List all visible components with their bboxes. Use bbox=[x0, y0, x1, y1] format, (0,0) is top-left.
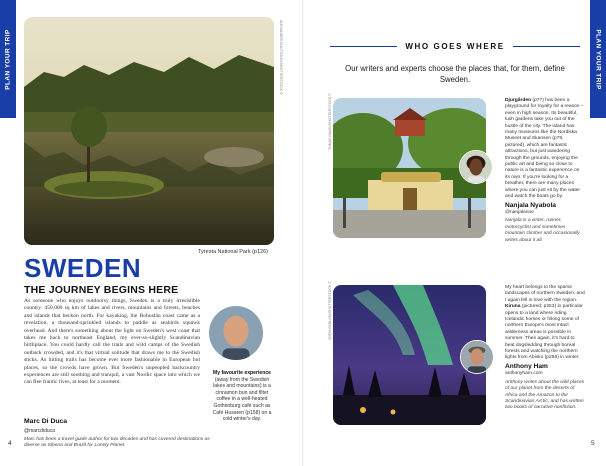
header-rule-left bbox=[330, 46, 397, 47]
entry2-body-start: My heart belongs to the sparse landscapes of northern Sweden, and I again fell in love with the region. bbox=[505, 285, 585, 303]
section-heading: WHO GOES WHERE bbox=[405, 42, 505, 51]
entry1-author-bio: Nanjala is a writer, runner, motorcyclist and sometimes mountain climber and occasionally writes about it all. bbox=[505, 218, 580, 243]
favourite-experience bbox=[211, 370, 273, 423]
anthony-portrait bbox=[461, 341, 493, 373]
entry-djurgarden bbox=[505, 98, 585, 244]
entry2-body-end: (pictured; p253) in particular opens to a land where riding Icelandic horses or hiking some of northern Europe's most intact wilderness areas is possible in summer. Then again, it's hard to beat dogsledding through boreal forests and watching the northern lights from Abisko (p256) in winter. bbox=[505, 304, 583, 361]
entry-kiruna bbox=[505, 285, 585, 412]
entry1-body: (p77) has been a playground for royalty for a reason – even in high season. Its beautiful, lush gardens take you out of the bustle of the city. The island has many museums like the Nordiska Museet and Skansen (p79, pictured), which are fantastic attractions, but just wandering through the grounds, enjoying the public art and being so close to nature is a fantastic experience on its own. If you're looking for a breather, there are many places where you can just sit by the water and watch the boats go by. bbox=[505, 98, 584, 200]
page-number-left: 4 bbox=[8, 440, 12, 447]
section-subheading: Our writers and experts choose the places that, for them, define Sweden. bbox=[345, 64, 565, 84]
lake-photo-caption: Tyresta National Park (p126) bbox=[198, 249, 269, 255]
side-tab-left bbox=[0, 0, 16, 118]
favourite-label: My favourite experience bbox=[212, 370, 272, 376]
entry1-author-name: Nanjala Nyabola bbox=[505, 201, 556, 209]
nanjala-avatar bbox=[459, 150, 493, 184]
entry1-text bbox=[505, 98, 585, 201]
entry2-author-bio: Anthony writes about the wild places of our planet from the deserts of Africa and the Amazon to the Scandinavian Arctic, and has written two books of narrative nonfiction. bbox=[505, 379, 585, 411]
aurora-photo-credit: SOFIA EKBLOM/SHUTTERSTOCK © bbox=[328, 281, 332, 340]
side-tab-left-label: PLAN YOUR TRIP bbox=[4, 28, 12, 90]
header-rule-right bbox=[513, 46, 580, 47]
anthony-avatar bbox=[460, 340, 494, 374]
who-goes-where-header bbox=[330, 42, 580, 51]
side-tab-right-label: PLAN YOUR TRIP bbox=[594, 28, 602, 90]
favourite-text: (away from the Swedish lakes and mountains) is a cinnamon bun and filter coffee in a well-heated Gothenburg café such as Café Husaren (p158) on a cold winter's day. bbox=[212, 376, 272, 423]
author-bio: Marc has been a travel guide author for two decades and has covered destinations as diverse as Siberia and Brazil for Lonely Planet. bbox=[24, 437, 210, 449]
lake-illustration bbox=[24, 17, 274, 245]
entry1-author-handle: @nanjalanne bbox=[505, 209, 534, 215]
skansen-photo-credit: TOMAS DAVID/SHUTTERSTOCK © bbox=[328, 93, 332, 150]
entry2-author-name: Anthony Ham bbox=[505, 362, 548, 370]
entry1-place: Djurgården bbox=[505, 98, 532, 103]
author-name: Marc Di Duca bbox=[24, 418, 68, 425]
author-portrait bbox=[209, 306, 263, 360]
intro-paragraph: As someone who enjoys outdoorsy things, Sweden is a truly irresistible country. 450,000 sq km of lakes and rivers, mountains and forests, beaches and islands that beckon north. For kayaking, the Bohuslän coast came as a revelation, a thousand-sprinkled islands to paddle as seabirds squawk overhead. And there's something about the light on Sweden's west coast that takes me back to northeast England, my ever-so-slightly Scandinavian birthplace. You could hardly call the trails and wild camps of the Swedish outback crowded, and it's that virtual solitude that draws me to the Swedish sticks. As hitting trails has become ever more fashionable in European hot places, so the crowds have grown. But Sweden's unpeopled backcountry experiences are still soothing and tranquil, a vast Nordic space into which we can flee frantic lives, at least for a moment. bbox=[24, 298, 200, 386]
tyresta-lake-photo bbox=[24, 17, 274, 245]
entry2-text bbox=[505, 285, 585, 362]
entry2-author-handle: anthonyham.com bbox=[505, 371, 543, 377]
entry2-place: Kiruna bbox=[505, 304, 521, 310]
page-title: SWEDEN bbox=[24, 253, 142, 283]
side-tab-right bbox=[590, 0, 606, 118]
lake-photo-credit: ALEXANDER KNUTSSON/SHUTTERSTOCK © bbox=[279, 20, 283, 95]
nanjala-portrait bbox=[460, 151, 492, 183]
page-fold bbox=[302, 0, 304, 466]
author-handle: @marcdiduca bbox=[24, 428, 55, 434]
author-avatar bbox=[208, 305, 264, 361]
page-subtitle: THE JOURNEY BEGINS HERE bbox=[24, 284, 179, 296]
page-number-right: 5 bbox=[591, 440, 595, 447]
